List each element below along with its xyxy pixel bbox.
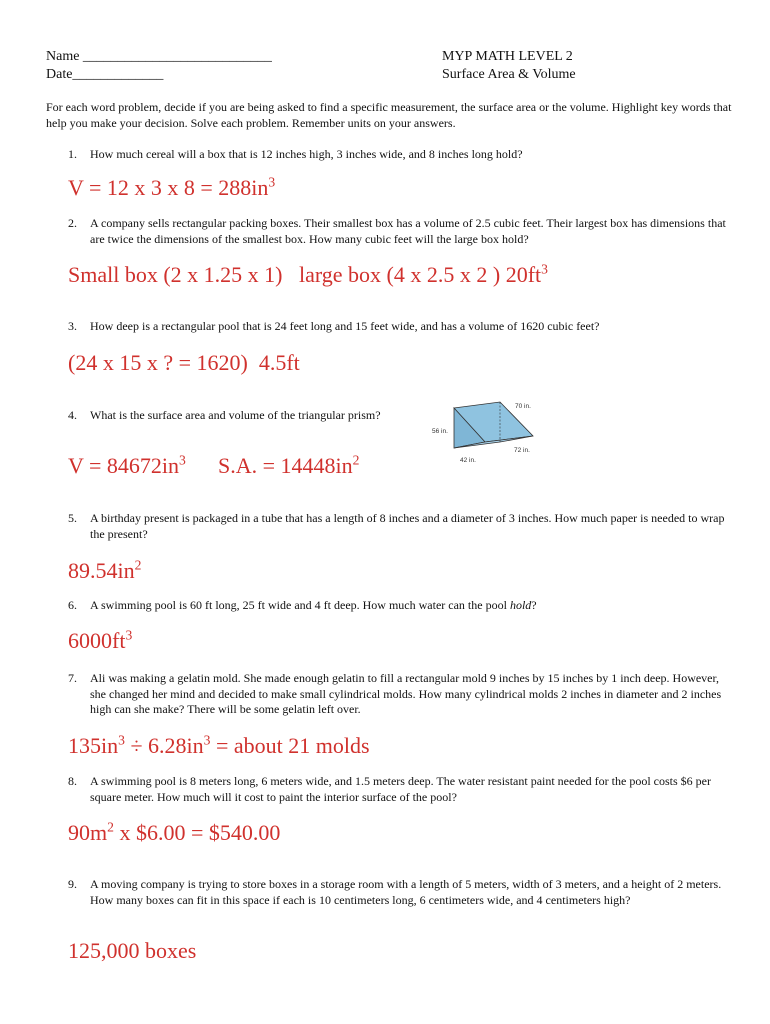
question-text: A birthday present is packaged in a tube that has a length of 8 inches and a diameter of 3 inches. How much paper is needed to wrap the present? [90, 511, 725, 541]
question-text-part: ? [531, 598, 537, 612]
answer-text: V = 84672in [68, 453, 180, 478]
question-number: 4. [68, 408, 77, 422]
question-8 [68, 774, 728, 805]
answer-5 [68, 558, 141, 584]
answer-text: (24 x 15 x ? = 1620) 4.5ft [68, 350, 300, 375]
question-text: A company sells rectangular packing boxes. Their smallest box has a volume of 2.5 cubic feet. Their largest box has dimensions that are twice the dimensions of the smallest box. How many cubic feet will the large box hold? [90, 216, 726, 246]
answer-9 [68, 938, 196, 964]
question-text [90, 598, 728, 614]
answer-exponent: 3 [203, 732, 211, 748]
label-bottom: 42 in. [460, 457, 476, 464]
answer-text: V = 12 x 3 x 8 = 288in [68, 175, 269, 200]
answer-4-surface-area [218, 453, 359, 479]
question-text-part: A swimming pool is 60 ft long, 25 ft wide and 4 ft deep. How much water can the pool [90, 598, 510, 612]
question-number: 9. [68, 877, 77, 891]
triangular-prism-figure [428, 398, 548, 470]
question-emphasis: hold [509, 598, 532, 612]
answer-1 [68, 175, 275, 201]
answer-text: 125,000 boxes [68, 938, 197, 963]
answer-exponent: 3 [179, 452, 186, 468]
question-text: A swimming pool is 8 meters long, 6 meters wide, and 1.5 meters deep. The water resistant paint needed for the pool costs $6 per square meter. How much will it cost to paint the interior surface of the pool? [90, 774, 711, 804]
label-right: 72 in. [514, 447, 530, 454]
question-text: How much cereal will a box that is 12 inches high, 3 inches wide, and 8 inches long hold? [90, 147, 523, 161]
name-line: Name ___________________________ [46, 49, 272, 64]
answer-text: ÷ 6.28in [124, 733, 204, 758]
question-1 [68, 147, 728, 163]
answer-text: 6000ft [68, 628, 126, 653]
answer-3 [68, 350, 300, 376]
question-5 [68, 511, 728, 542]
answer-exponent: 2 [352, 452, 360, 468]
question-number: 2. [68, 216, 77, 230]
answer-text: x $6.00 = $540.00 [113, 820, 281, 845]
answer-exponent: 3 [125, 627, 133, 643]
instructions: For each word problem, decide if you are being asked to find a specific measurement, the surface area or the volume. Highlight key words that help you make your decision. Solve each problem. Remember units on your answers. [46, 100, 732, 130]
answer-text: 90m [68, 820, 108, 845]
course-title: MYP MATH LEVEL 2 [442, 49, 573, 64]
question-6 [68, 598, 728, 614]
question-number: 7. [68, 671, 77, 685]
answer-exponent: 3 [541, 261, 548, 277]
question-text: Ali was making a gelatin mold. She made enough gelatin to fill a rectangular mold 9 inches by 15 inches by 1 inch deep. However, she changed her mind and decided to make small cylindrical molds. How many cylindrical molds 2 inches in diameter and 2 inches high can she make? There will be some gelatin left over. [90, 671, 722, 716]
question-number: 8. [68, 774, 77, 788]
answer-6 [68, 628, 132, 654]
answer-8 [68, 820, 280, 846]
question-7 [68, 671, 728, 718]
answer-2 [68, 262, 548, 288]
answer-exponent: 2 [134, 557, 142, 573]
answer-7 [68, 733, 370, 759]
date-line: Date_____________ [46, 67, 164, 82]
answer-exponent: 3 [118, 732, 125, 748]
answer-exponent: 3 [268, 174, 276, 190]
answer-exponent: 2 [107, 819, 114, 835]
answer-text: 135in [68, 733, 119, 758]
question-number: 3. [68, 319, 77, 333]
answer-text: Small box (2 x 1.25 x 1) large box (4 x 2.5 x 2 ) 20ft [68, 262, 542, 287]
answer-text: = about 21 molds [210, 733, 370, 758]
question-number: 5. [68, 511, 77, 525]
question-3 [68, 319, 728, 335]
question-text: How deep is a rectangular pool that is 24 feet long and 15 feet wide, and has a volume of 1620 cubic feet? [90, 319, 600, 333]
question-number: 6. [68, 598, 77, 612]
label-top: 70 in. [515, 403, 531, 410]
question-4 [68, 408, 408, 424]
answer-4-volume [68, 453, 186, 479]
label-left: 56 in. [432, 428, 448, 435]
question-number: 1. [68, 147, 77, 161]
question-text: What is the surface area and volume of the triangular prism? [90, 408, 381, 422]
answer-text: S.A. = 14448in [218, 453, 353, 478]
question-text: A moving company is trying to store boxes in a storage room with a length of 5 meters, width of 3 meters, and a height of 2 meters. How many boxes can fit in this space if each is 10 centimeters long, 6 centimeters wide, and 4 centimeters high? [90, 877, 722, 907]
unit-title: Surface Area & Volume [442, 67, 576, 82]
question-2 [68, 216, 728, 247]
answer-text: 89.54in [68, 558, 135, 583]
question-9 [68, 877, 728, 908]
